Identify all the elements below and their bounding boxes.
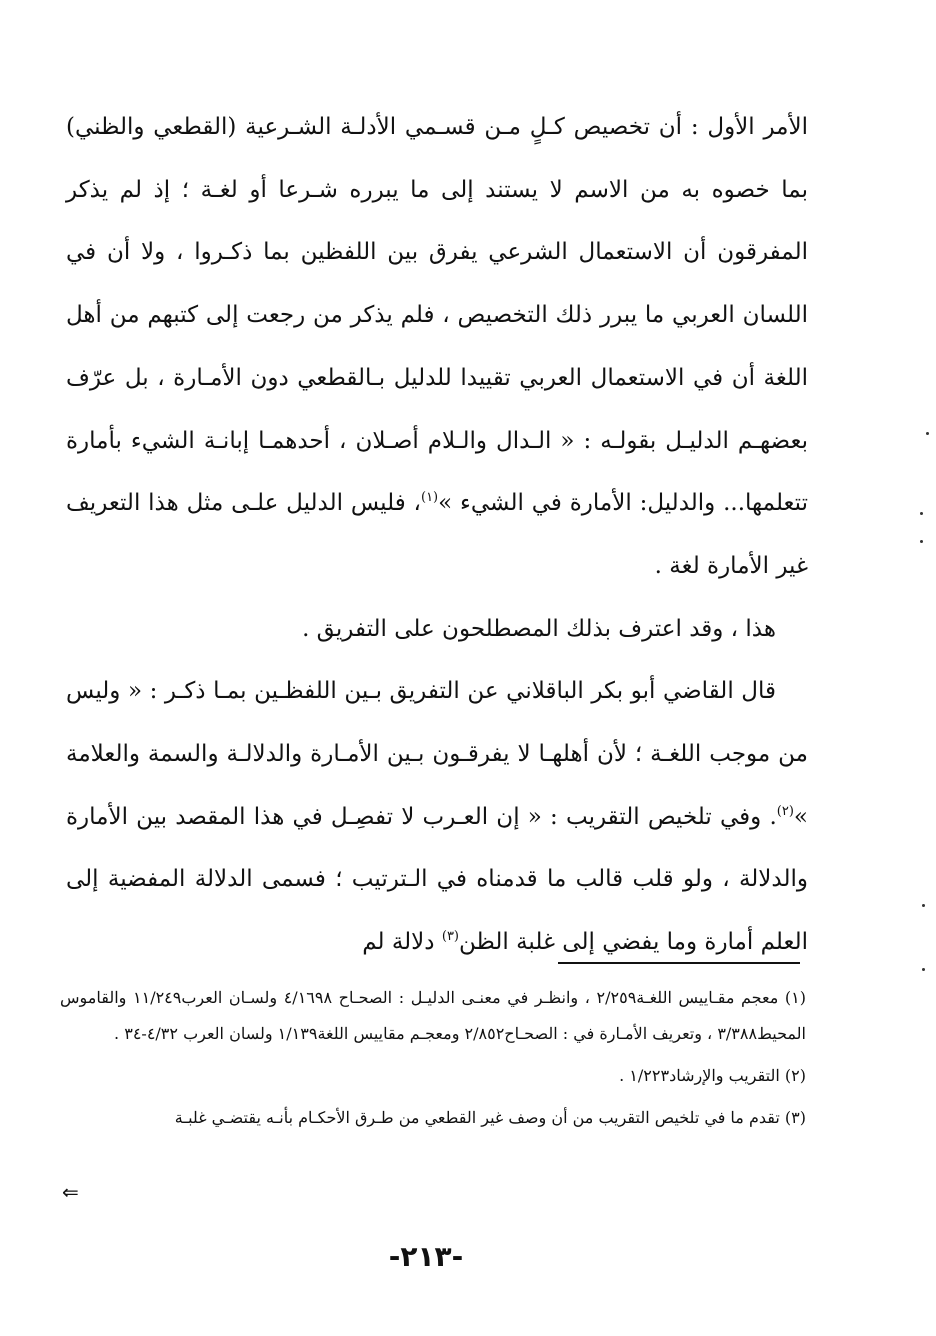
scan-speck [920, 540, 923, 543]
paragraph-1 [66, 96, 808, 598]
footnote-1-text: معجم مقـاييس اللغـة٢/٢٥٩ ، وانظـر في معنـى الدليـل : الصحـاح ٤/١٦٩٨ ولسـان العرب١١/٢٤٩ والقاموس المحيط٣/٣٨٨ ، وتعريف الأمـارة في : الصحـاح٢/٨٥٢ ومعجـم مقاييس اللغة١/١٣٩ ولسان العرب ٤/٣٢-٣٤ . [60, 988, 806, 1043]
paragraph-3-tail-2: دلالة لم [362, 929, 435, 956]
paragraph-3-tail: . وفي تلخيص التقريب : « إن العـرب لا تفصِـل في هذا المقصد بين الأمارة والدلالة ، ولو قلب قالب ما قدمناه في الـترتيب ؛ فسمى الدلالة المفضية إلى العلم أمارة وما يفضي إلى غلبة الظن [66, 803, 808, 956]
footnote-1-number: (١) [784, 988, 806, 1007]
footnote-ref-2: (٢) [776, 803, 794, 819]
paragraph-1-tail: ، فليس الدليل علـى مثل هذا التعريف غير الأمارة لغة . [66, 490, 808, 579]
paragraph-1-text: الأمر الأول : أن تخصيص كـلٍ مـن قسـمي الأدلـة الشـرعية (القطعي والظني) بما خصوه به من الاسم لا يستند إلى ما يبرره شـرعا أو لغـة ؛ إذ لم يذكر المفرقون أن الاستعمال الشرعي يفرق بين اللفظين بما ذكـروا ، ولا أن في اللسان العربي ما يبرر ذلك التخصيص ، فلم يذكر من رجعت إلى كتبهم من أهل اللغة أن في الاستعمال العربي تقييدا للدليل بـالقطعي دون الأمـارة ، بل عرّف بعضهـم الدليـل بقولـه : « الـدال والـلام أصـلان ، أحدهمـا إبانـة الشيء بأمارة تتعلمها... والدليل: الأمارة في الشيء » [66, 114, 808, 517]
footnote-2-text: التقريب والإرشاد١/٢٢٣ . [619, 1066, 780, 1085]
footnote-3-number: (٣) [784, 1108, 806, 1127]
footnote-ref-3: (٣) [441, 929, 459, 945]
footnote-2 [60, 1058, 806, 1094]
footnote-3-text: تقدم ما في تلخيص التقريب من أن وصف غير القطعي من طـرق الأحكـام بأنـه يقتضـي غلبـة [174, 1108, 780, 1127]
footnote-1 [60, 980, 806, 1052]
paragraph-2-text: هذا ، وقد اعترف بذلك المصطلحون على التفريق . [302, 615, 776, 642]
continuation-arrow-icon: ⇐ [62, 1180, 79, 1204]
scan-speck [922, 968, 925, 971]
paragraph-3 [66, 660, 808, 974]
footnote-separator [558, 962, 800, 964]
footnote-ref-1: (١) [420, 490, 439, 506]
footnote-2-number: (٢) [784, 1066, 806, 1085]
footnote-3 [60, 1100, 806, 1136]
scan-speck [922, 904, 925, 907]
main-text [66, 96, 808, 974]
scan-speck [926, 432, 929, 435]
paragraph-3-text: قال القاضي أبو بكر الباقلاني عن التفريق بـين اللفظـين بمـا ذكـر : « وليس من موجب اللغـة ؛ لأن أهلهـا لا يفرقـون بـين الأمـارة والدلالـة والسمة والعلامة » [66, 678, 808, 830]
scan-speck [920, 512, 923, 515]
footnotes [60, 980, 806, 1142]
paragraph-2 [66, 598, 808, 661]
page-number: -٢١٣- [388, 1240, 464, 1273]
